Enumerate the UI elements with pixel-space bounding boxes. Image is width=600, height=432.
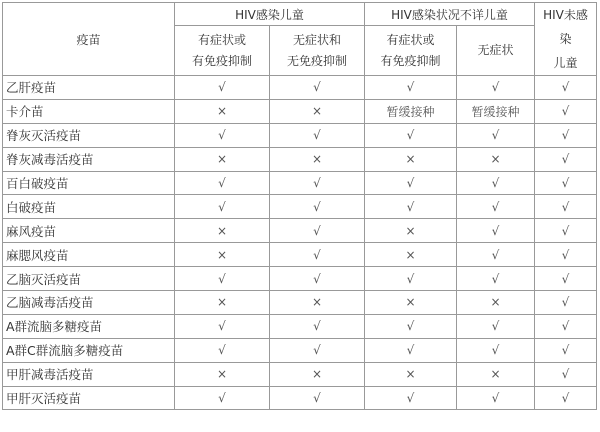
recommendation-cell: × [365, 243, 457, 267]
recommendation-cell: √ [457, 219, 535, 243]
vaccine-name: 白破疫苗 [3, 195, 175, 219]
recommendation-cell: × [457, 362, 535, 386]
recommendation-cell: √ [535, 386, 597, 410]
table-row [3, 243, 597, 267]
recommendation-cell: √ [270, 243, 365, 267]
recommendation-cell: √ [535, 243, 597, 267]
subheader-symptomatic: 有症状或 有免疫抑制 [175, 26, 270, 76]
vaccine-name: 乙肝疫苗 [3, 76, 175, 100]
recommendation-cell: × [175, 219, 270, 243]
recommendation-cell: √ [457, 267, 535, 291]
recommendation-cell: √ [457, 386, 535, 410]
recommendation-cell: √ [535, 76, 597, 100]
table-row [3, 219, 597, 243]
table-row [3, 362, 597, 386]
vaccine-name: A群流脑多糖疫苗 [3, 314, 175, 338]
vaccine-name: 百白破疫苗 [3, 171, 175, 195]
recommendation-cell: √ [365, 267, 457, 291]
vaccine-name: 麻腮风疫苗 [3, 243, 175, 267]
vaccine-name: 乙脑灭活疫苗 [3, 267, 175, 291]
recommendation-cell: × [457, 147, 535, 171]
table-row [3, 195, 597, 219]
recommendation-cell: × [457, 291, 535, 315]
vaccine-name: 麻风疫苗 [3, 219, 175, 243]
table-row [3, 314, 597, 338]
recommendation-cell: √ [175, 314, 270, 338]
recommendation-cell: √ [535, 362, 597, 386]
recommendation-cell: √ [457, 338, 535, 362]
vaccine-name: 乙脑减毒活疫苗 [3, 291, 175, 315]
table-row [3, 147, 597, 171]
vaccine-name: A群C群流脑多糖疫苗 [3, 338, 175, 362]
recommendation-cell: × [270, 99, 365, 123]
recommendation-cell: √ [457, 195, 535, 219]
recommendation-cell: × [175, 362, 270, 386]
recommendation-cell: √ [270, 219, 365, 243]
recommendation-cell: √ [175, 76, 270, 100]
recommendation-cell: √ [365, 338, 457, 362]
table-row [3, 291, 597, 315]
recommendation-cell: √ [535, 314, 597, 338]
recommendation-cell: × [175, 243, 270, 267]
recommendation-cell: × [270, 147, 365, 171]
recommendation-cell: √ [457, 171, 535, 195]
recommendation-cell: √ [175, 195, 270, 219]
recommendation-cell: 暂缓接种 [457, 99, 535, 123]
vaccine-name: 甲肝灭活疫苗 [3, 386, 175, 410]
recommendation-cell: √ [270, 386, 365, 410]
recommendation-cell: √ [535, 147, 597, 171]
recommendation-cell: √ [365, 171, 457, 195]
vaccine-name: 脊灰灭活疫苗 [3, 123, 175, 147]
recommendation-cell: × [270, 291, 365, 315]
recommendation-cell: √ [175, 123, 270, 147]
recommendation-cell: √ [365, 314, 457, 338]
recommendation-cell: 暂缓接种 [365, 99, 457, 123]
table-row [3, 171, 597, 195]
vaccine-name: 甲肝减毒活疫苗 [3, 362, 175, 386]
recommendation-cell: √ [535, 291, 597, 315]
recommendation-cell: √ [535, 267, 597, 291]
vaccine-name: 脊灰减毒活疫苗 [3, 147, 175, 171]
vaccine-name: 卡介苗 [3, 99, 175, 123]
recommendation-cell: √ [175, 267, 270, 291]
table-row [3, 267, 597, 291]
table-row [3, 123, 597, 147]
recommendation-cell: √ [365, 123, 457, 147]
recommendation-cell: √ [535, 99, 597, 123]
recommendation-cell: √ [270, 123, 365, 147]
recommendation-cell: × [175, 147, 270, 171]
recommendation-cell: √ [270, 267, 365, 291]
recommendation-cell: √ [270, 314, 365, 338]
table-row [3, 76, 597, 100]
recommendation-cell: √ [535, 171, 597, 195]
recommendation-cell: √ [270, 171, 365, 195]
recommendation-cell: √ [270, 195, 365, 219]
recommendation-cell: √ [535, 123, 597, 147]
recommendation-cell: √ [365, 386, 457, 410]
subheader-unknown-symptomatic: 有症状或 有免疫抑制 [365, 26, 457, 76]
recommendation-cell: × [365, 362, 457, 386]
recommendation-cell: √ [175, 171, 270, 195]
recommendation-cell: × [365, 147, 457, 171]
hiv-uninfected-header: HIV未感 染 儿童 [535, 3, 597, 76]
recommendation-cell: √ [535, 195, 597, 219]
recommendation-cell: × [270, 362, 365, 386]
recommendation-cell: √ [457, 243, 535, 267]
recommendation-cell: × [175, 99, 270, 123]
vaccination-table [2, 2, 597, 410]
table-row [3, 338, 597, 362]
recommendation-cell: × [365, 291, 457, 315]
recommendation-cell: √ [457, 123, 535, 147]
recommendation-cell: × [175, 291, 270, 315]
hiv-unknown-header: HIV感染状况不详儿童 [365, 3, 535, 26]
recommendation-cell: √ [365, 195, 457, 219]
subheader-asymptomatic: 无症状和 无免疫抑制 [270, 26, 365, 76]
recommendation-cell: √ [457, 76, 535, 100]
recommendation-cell: √ [270, 338, 365, 362]
recommendation-cell: √ [175, 338, 270, 362]
recommendation-cell: √ [365, 76, 457, 100]
recommendation-cell: √ [175, 386, 270, 410]
recommendation-cell: √ [535, 219, 597, 243]
subheader-unknown-asymptomatic: 无症状 [457, 26, 535, 76]
recommendation-cell: √ [270, 76, 365, 100]
recommendation-cell: × [365, 219, 457, 243]
table-row [3, 386, 597, 410]
hiv-infected-header: HIV感染儿童 [175, 3, 365, 26]
recommendation-cell: √ [535, 338, 597, 362]
recommendation-cell: √ [457, 314, 535, 338]
vaccine-header: 疫苗 [3, 3, 175, 76]
table-row [3, 99, 597, 123]
